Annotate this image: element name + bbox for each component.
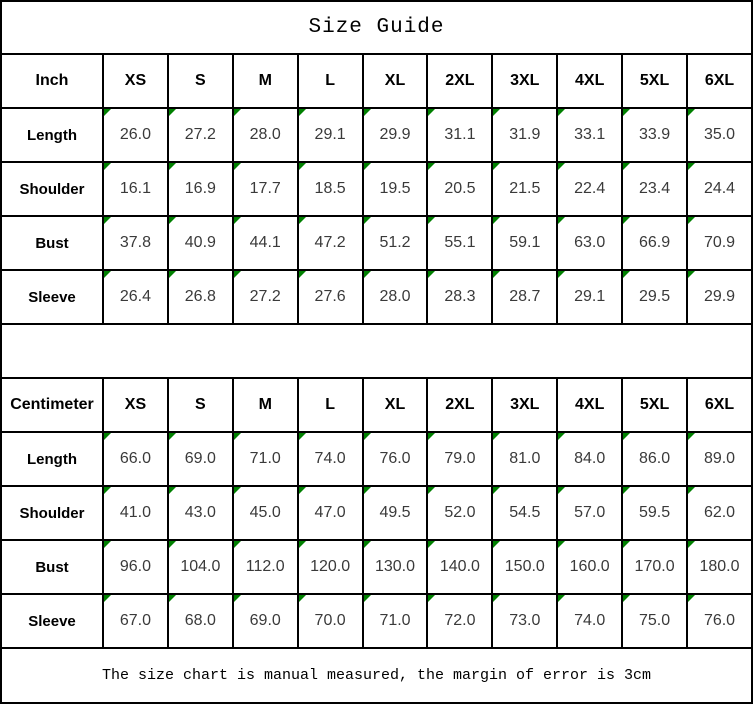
cell-flag-triangle-icon — [688, 595, 695, 602]
value-cell — [557, 432, 622, 486]
value-cell — [557, 594, 622, 648]
measurement-row — [1, 108, 752, 162]
value-cell — [168, 540, 233, 594]
cell-flag-triangle-icon — [104, 271, 111, 278]
value-text: 29.1 — [314, 126, 346, 143]
value-text: 67.0 — [119, 612, 152, 629]
value-cell — [233, 486, 298, 540]
cell-flag-triangle-icon — [234, 487, 241, 494]
row-label-cell: Shoulder — [1, 486, 103, 540]
cell-flag-triangle-icon — [688, 217, 695, 224]
spacer-cell — [1, 324, 752, 378]
value-cell — [363, 162, 428, 216]
cell-flag-triangle-icon — [493, 595, 500, 602]
size-header-cell: XL — [363, 378, 428, 432]
row-label-cell: Sleeve — [1, 270, 103, 324]
cell-flag-triangle-icon — [299, 163, 306, 170]
cell-flag-triangle-icon — [169, 433, 176, 440]
cell-flag-triangle-icon — [104, 595, 111, 602]
value-cell — [492, 540, 557, 594]
size-header-cell: L — [298, 378, 363, 432]
cell-flag-triangle-icon — [558, 109, 565, 116]
value-text: 22.4 — [574, 180, 606, 197]
value-cell — [622, 162, 687, 216]
value-cell — [298, 594, 363, 648]
value-text: 47.2 — [314, 234, 346, 251]
row-label-cell: Bust — [1, 216, 103, 270]
cell-flag-triangle-icon — [169, 595, 176, 602]
size-header-cell: 5XL — [622, 54, 687, 108]
measurement-row — [1, 594, 752, 648]
cell-flag-triangle-icon — [104, 163, 111, 170]
value-cell — [427, 432, 492, 486]
value-text: 31.9 — [509, 126, 541, 143]
value-text: 27.6 — [314, 288, 346, 305]
cell-flag-triangle-icon — [428, 541, 435, 548]
value-cell — [298, 108, 363, 162]
cell-flag-triangle-icon — [299, 217, 306, 224]
cell-flag-triangle-icon — [428, 217, 435, 224]
page-title: Size Guide — [1, 1, 752, 54]
value-text: 29.9 — [379, 126, 411, 143]
size-header-cell: S — [168, 378, 233, 432]
cell-flag-triangle-icon — [428, 109, 435, 116]
cell-flag-triangle-icon — [623, 163, 630, 170]
value-text: 23.4 — [639, 180, 671, 197]
cell-flag-triangle-icon — [623, 109, 630, 116]
measurement-row — [1, 162, 752, 216]
value-cell — [557, 270, 622, 324]
value-text: 84.0 — [574, 450, 606, 467]
cell-flag-triangle-icon — [623, 433, 630, 440]
cell-flag-triangle-icon — [364, 433, 371, 440]
value-text: 120.0 — [310, 558, 351, 575]
cell-flag-triangle-icon — [364, 109, 371, 116]
cell-flag-triangle-icon — [688, 433, 695, 440]
cell-flag-triangle-icon — [558, 595, 565, 602]
value-cell — [427, 108, 492, 162]
value-cell — [492, 594, 557, 648]
value-text: 28.3 — [444, 288, 476, 305]
row-label-cell: Bust — [1, 540, 103, 594]
value-cell — [687, 594, 752, 648]
size-header-cell: 4XL — [557, 378, 622, 432]
size-header-cell: M — [233, 54, 298, 108]
cell-flag-triangle-icon — [364, 217, 371, 224]
measurement-row — [1, 540, 752, 594]
value-text: 59.1 — [509, 234, 541, 251]
size-header-cell: 6XL — [687, 54, 752, 108]
value-text: 70.0 — [314, 612, 346, 629]
cell-flag-triangle-icon — [558, 271, 565, 278]
value-cell — [168, 432, 233, 486]
value-text: 29.1 — [574, 288, 606, 305]
row-label-cell: Length — [1, 432, 103, 486]
value-cell — [298, 216, 363, 270]
value-cell — [233, 162, 298, 216]
cell-flag-triangle-icon — [558, 163, 565, 170]
value-cell — [298, 270, 363, 324]
value-text: 18.5 — [314, 180, 346, 197]
cell-flag-triangle-icon — [428, 433, 435, 440]
cell-flag-triangle-icon — [493, 217, 500, 224]
cell-flag-triangle-icon — [558, 217, 565, 224]
value-text: 71.0 — [379, 612, 411, 629]
value-text: 70.9 — [703, 234, 736, 251]
value-text: 33.1 — [574, 126, 606, 143]
cell-flag-triangle-icon — [623, 595, 630, 602]
size-header-cell: 3XL — [492, 378, 557, 432]
measurement-row — [1, 486, 752, 540]
value-cell — [103, 162, 168, 216]
value-text: 33.9 — [639, 126, 671, 143]
cell-flag-triangle-icon — [428, 163, 435, 170]
cell-flag-triangle-icon — [364, 595, 371, 602]
value-cell — [233, 432, 298, 486]
value-cell — [427, 270, 492, 324]
value-text: 27.2 — [184, 126, 216, 143]
size-header-cell: 5XL — [622, 378, 687, 432]
value-cell — [168, 486, 233, 540]
value-text: 49.5 — [379, 504, 411, 521]
value-cell — [557, 486, 622, 540]
value-text: 28.0 — [249, 126, 281, 143]
cell-flag-triangle-icon — [493, 109, 500, 116]
cell-flag-triangle-icon — [234, 217, 241, 224]
value-text: 74.0 — [314, 450, 346, 467]
measurement-row — [1, 216, 752, 270]
value-cell — [492, 108, 557, 162]
cell-flag-triangle-icon — [299, 271, 306, 278]
value-text: 130.0 — [374, 558, 416, 575]
cell-flag-triangle-icon — [299, 109, 306, 116]
cell-flag-triangle-icon — [299, 595, 306, 602]
value-text: 29.5 — [639, 288, 671, 305]
title-row — [1, 1, 752, 54]
cell-flag-triangle-icon — [493, 487, 500, 494]
value-cell — [363, 540, 428, 594]
value-text: 54.5 — [509, 504, 541, 521]
value-cell — [298, 432, 363, 486]
unit-label-cell: Inch — [1, 54, 103, 108]
value-cell — [363, 432, 428, 486]
value-cell — [103, 540, 168, 594]
size-header-cell: M — [233, 378, 298, 432]
value-text: 69.0 — [249, 612, 281, 629]
value-cell — [298, 486, 363, 540]
footer-row — [1, 648, 752, 703]
value-cell — [687, 486, 752, 540]
value-text: 79.0 — [444, 450, 476, 467]
cell-flag-triangle-icon — [299, 433, 306, 440]
cell-flag-triangle-icon — [493, 433, 500, 440]
value-cell — [557, 540, 622, 594]
value-text: 66.9 — [639, 234, 671, 251]
cell-flag-triangle-icon — [688, 271, 695, 278]
value-text: 51.2 — [379, 234, 411, 251]
value-text: 24.4 — [703, 180, 736, 197]
measurement-row — [1, 432, 752, 486]
cell-flag-triangle-icon — [364, 271, 371, 278]
value-text: 62.0 — [703, 504, 736, 521]
cell-flag-triangle-icon — [169, 163, 176, 170]
cell-flag-triangle-icon — [493, 541, 500, 548]
value-text: 28.0 — [379, 288, 411, 305]
value-text: 73.0 — [509, 612, 541, 629]
value-text: 35.0 — [703, 126, 736, 143]
value-text: 52.0 — [444, 504, 476, 521]
value-text: 89.0 — [703, 450, 736, 467]
cell-flag-triangle-icon — [623, 541, 630, 548]
cell-flag-triangle-icon — [169, 487, 176, 494]
cell-flag-triangle-icon — [104, 541, 111, 548]
value-cell — [492, 432, 557, 486]
value-text: 104.0 — [180, 558, 221, 575]
value-text: 150.0 — [504, 558, 545, 575]
size-header-cell: 2XL — [427, 54, 492, 108]
value-text: 69.0 — [184, 450, 216, 467]
value-text: 180.0 — [699, 558, 740, 575]
value-text: 21.5 — [509, 180, 541, 197]
size-header-cell: XS — [103, 54, 168, 108]
cell-flag-triangle-icon — [104, 433, 111, 440]
value-text: 44.1 — [249, 234, 281, 251]
cell-flag-triangle-icon — [234, 109, 241, 116]
value-cell — [168, 108, 233, 162]
value-cell — [492, 216, 557, 270]
value-text: 74.0 — [574, 612, 606, 629]
value-cell — [233, 216, 298, 270]
size-header-row — [1, 54, 752, 108]
cell-flag-triangle-icon — [104, 487, 111, 494]
cell-flag-triangle-icon — [169, 541, 176, 548]
cell-flag-triangle-icon — [688, 109, 695, 116]
cell-flag-triangle-icon — [428, 487, 435, 494]
value-cell — [427, 594, 492, 648]
value-text: 19.5 — [379, 180, 411, 197]
value-cell — [557, 108, 622, 162]
value-cell — [427, 540, 492, 594]
value-text: 20.5 — [444, 180, 476, 197]
cell-flag-triangle-icon — [688, 541, 695, 548]
cell-flag-triangle-icon — [234, 163, 241, 170]
value-cell — [103, 432, 168, 486]
value-text: 75.0 — [639, 612, 671, 629]
value-cell — [557, 216, 622, 270]
value-cell — [363, 216, 428, 270]
cell-flag-triangle-icon — [104, 217, 111, 224]
value-cell — [233, 270, 298, 324]
value-text: 76.0 — [703, 612, 736, 629]
value-text: 81.0 — [509, 450, 541, 467]
size-header-cell: 4XL — [557, 54, 622, 108]
size-header-cell: XL — [363, 54, 428, 108]
cell-flag-triangle-icon — [234, 433, 241, 440]
value-text: 45.0 — [249, 504, 281, 521]
inch-size-table — [1, 54, 752, 324]
value-text: 72.0 — [444, 612, 476, 629]
value-cell — [298, 540, 363, 594]
cell-flag-triangle-icon — [169, 271, 176, 278]
size-header-cell: XS — [103, 378, 168, 432]
cell-flag-triangle-icon — [169, 217, 176, 224]
value-cell — [492, 486, 557, 540]
row-label-cell: Sleeve — [1, 594, 103, 648]
cell-flag-triangle-icon — [234, 595, 241, 602]
cell-flag-triangle-icon — [688, 163, 695, 170]
value-text: 160.0 — [569, 558, 610, 575]
cell-flag-triangle-icon — [493, 163, 500, 170]
cell-flag-triangle-icon — [623, 217, 630, 224]
value-cell — [622, 432, 687, 486]
value-cell — [427, 216, 492, 270]
value-cell — [168, 216, 233, 270]
value-cell — [492, 270, 557, 324]
value-text: 96.0 — [119, 558, 152, 575]
value-text: 86.0 — [639, 450, 671, 467]
unit-label-cell: Centimeter — [1, 378, 103, 432]
value-text: 59.5 — [639, 504, 671, 521]
value-cell — [233, 594, 298, 648]
cell-flag-triangle-icon — [234, 271, 241, 278]
value-text: 66.0 — [119, 450, 152, 467]
value-cell — [557, 162, 622, 216]
cell-flag-triangle-icon — [558, 541, 565, 548]
cell-flag-triangle-icon — [558, 433, 565, 440]
value-text: 26.8 — [184, 288, 216, 305]
value-cell — [622, 486, 687, 540]
value-text: 43.0 — [184, 504, 216, 521]
value-text: 17.7 — [249, 180, 281, 197]
cell-flag-triangle-icon — [623, 487, 630, 494]
value-text: 31.1 — [444, 126, 476, 143]
cell-flag-triangle-icon — [428, 271, 435, 278]
value-text: 170.0 — [634, 558, 675, 575]
value-text: 41.0 — [119, 504, 152, 521]
size-header-cell: S — [168, 54, 233, 108]
cell-flag-triangle-icon — [428, 595, 435, 602]
value-cell — [622, 540, 687, 594]
value-cell — [168, 162, 233, 216]
size-header-cell: 3XL — [492, 54, 557, 108]
cell-flag-triangle-icon — [558, 487, 565, 494]
value-cell — [622, 108, 687, 162]
value-text: 37.8 — [119, 234, 152, 251]
value-text: 63.0 — [574, 234, 606, 251]
value-cell — [103, 216, 168, 270]
cell-flag-triangle-icon — [234, 541, 241, 548]
spacer-row — [1, 324, 752, 378]
cell-flag-triangle-icon — [623, 271, 630, 278]
value-text: 26.0 — [119, 126, 152, 143]
cell-flag-triangle-icon — [493, 271, 500, 278]
value-cell — [687, 540, 752, 594]
value-cell — [687, 270, 752, 324]
value-cell — [622, 216, 687, 270]
value-text: 68.0 — [184, 612, 216, 629]
row-label-cell: Shoulder — [1, 162, 103, 216]
footer-note: The size chart is manual measured, the margin of error is 3cm — [1, 648, 752, 703]
cell-flag-triangle-icon — [364, 487, 371, 494]
value-text: 140.0 — [439, 558, 480, 575]
cell-flag-triangle-icon — [169, 109, 176, 116]
value-cell — [687, 162, 752, 216]
size-header-cell: 2XL — [427, 378, 492, 432]
value-cell — [168, 594, 233, 648]
cell-flag-triangle-icon — [299, 541, 306, 548]
value-cell — [687, 216, 752, 270]
value-text: 71.0 — [249, 450, 281, 467]
value-text: 112.0 — [245, 558, 285, 575]
value-cell — [103, 486, 168, 540]
value-cell — [233, 540, 298, 594]
value-cell — [492, 162, 557, 216]
value-cell — [427, 486, 492, 540]
value-cell — [298, 162, 363, 216]
cell-flag-triangle-icon — [364, 163, 371, 170]
measurement-row — [1, 270, 752, 324]
cell-flag-triangle-icon — [104, 109, 111, 116]
value-cell — [622, 270, 687, 324]
value-cell — [363, 594, 428, 648]
value-text: 27.2 — [249, 288, 281, 305]
value-cell — [103, 594, 168, 648]
value-cell — [233, 108, 298, 162]
value-cell — [363, 270, 428, 324]
cell-flag-triangle-icon — [299, 487, 306, 494]
cell-flag-triangle-icon — [688, 487, 695, 494]
centimeter-size-table — [1, 378, 752, 648]
cell-flag-triangle-icon — [364, 541, 371, 548]
value-text: 40.9 — [184, 234, 216, 251]
value-cell — [103, 108, 168, 162]
value-cell — [687, 108, 752, 162]
value-text: 29.9 — [703, 288, 736, 305]
row-label-cell: Length — [1, 108, 103, 162]
value-text: 76.0 — [379, 450, 411, 467]
value-cell — [687, 432, 752, 486]
size-header-cell: L — [298, 54, 363, 108]
size-header-row — [1, 378, 752, 432]
value-text: 55.1 — [444, 234, 476, 251]
value-text: 57.0 — [574, 504, 606, 521]
value-cell — [363, 486, 428, 540]
value-cell — [622, 594, 687, 648]
value-cell — [168, 270, 233, 324]
value-text: 16.9 — [184, 180, 216, 197]
size-header-cell: 6XL — [687, 378, 752, 432]
value-cell — [103, 270, 168, 324]
value-text: 28.7 — [509, 288, 541, 305]
value-cell — [427, 162, 492, 216]
value-cell — [363, 108, 428, 162]
value-text: 16.1 — [119, 180, 152, 197]
value-text: 26.4 — [119, 288, 152, 305]
value-text: 47.0 — [314, 504, 346, 521]
